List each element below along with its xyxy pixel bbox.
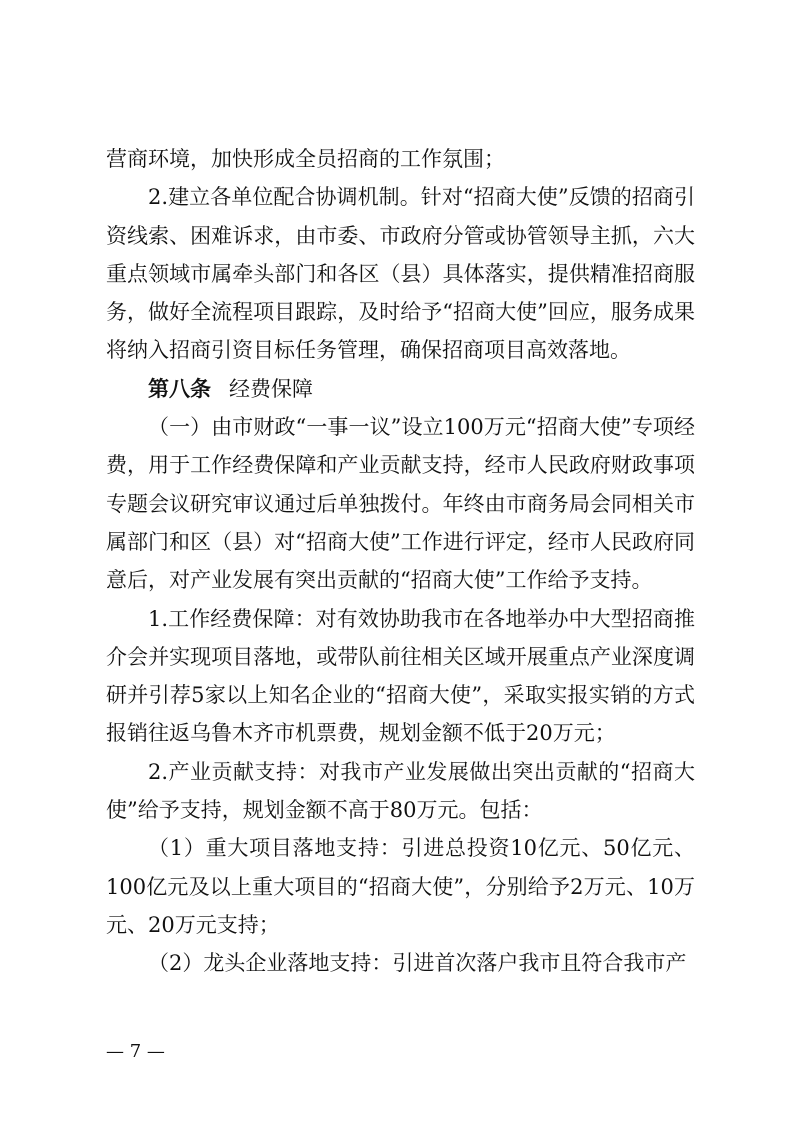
article-number: 第八条	[148, 376, 211, 401]
paragraph-continuation: 营商环境，加快形成全员招商的工作氛围；	[106, 147, 505, 171]
document-body	[106, 140, 695, 983]
paragraph-work-funding: 1.工作经费保障：对有效协助我市在各地举办中大型招商推介会并实现项目落地，或带队前往相关区域开展重点产业深度调研并引荐5家以上知名企业的“招商大使”，采取实报实销的方式报销往返乌鲁木齐市机票费，规划金额不低于20万元；	[106, 606, 695, 746]
article-heading	[106, 370, 695, 408]
article-title: 经费保障	[229, 376, 313, 401]
paragraph-coordination-mechanism: 2.建立各单位配合协调机制。针对“招商大使”反馈的招商引资线索、困难诉求，由市委、市政府分管或协管领导主抓，六大重点领域市属牵头部门和各区（县）具体落实，提供精准招商服务，做好全流程项目跟踪，及时给予“招商大使”回应，服务成果将纳入招商引资目标任务管理，确保招商项目高效落地。	[106, 185, 695, 363]
paragraph-industry-contribution: 2.产业贡献支持：对我市产业发展做出突出贡献的“招商大使”给予支持，规划金额不高于80万元。包括：	[106, 759, 695, 823]
paragraph-leading-enterprise-support: （2）龙头企业落地支持：引进首次落户我市且符合我市产	[148, 951, 687, 976]
paragraph-major-project-support: （1）重大项目落地支持：引进总投资10亿元、50亿元、100亿元及以上重大项目的“招商大使”，分别给予2万元、10万元、20万元支持；	[106, 836, 695, 937]
page-number: — 7 —	[106, 1041, 165, 1062]
paragraph-special-fund: （一）由市财政“一事一议”设立100万元“招商大使”专项经费，用于工作经费保障和产业贡献支持，经市人民政府财政事项专题会议研究审议通过后单独拨付。年终由市商务局会同相关市属部门和区（县）对“招商大使”工作进行评定，经市人民政府同意后，对产业发展有突出贡献的“招商大使”工作给予支持。	[106, 415, 695, 593]
